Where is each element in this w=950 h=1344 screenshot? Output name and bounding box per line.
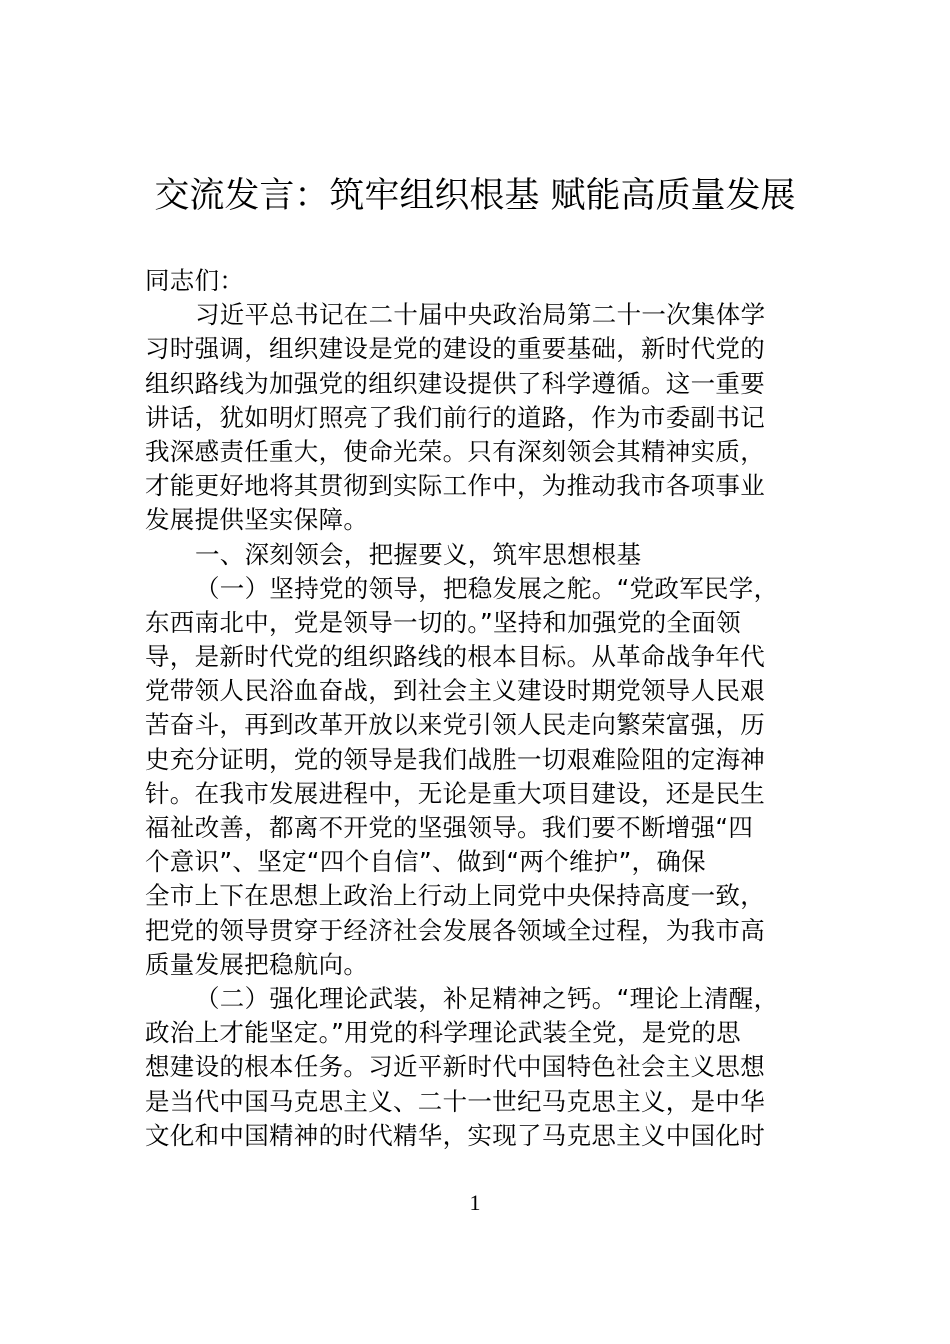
paragraph-line: 政治上才能坚定。”用党的科学理论武装全党，是党的思	[145, 1018, 741, 1048]
paragraph-line: 习时强调，组织建设是党的建设的重要基础，新时代党的	[145, 334, 765, 364]
section-heading-1	[145, 538, 845, 572]
paragraph-line: 我深感责任重大，使命光荣。只有深刻领会其精神实质，	[145, 436, 765, 466]
paragraph-line: 组织路线为加强党的组织建设提供了科学遵循。这一重要	[145, 368, 765, 398]
paragraph-line: 苦奋斗，再到改革开放以来党引领人民走向繁荣富强，历	[145, 710, 765, 740]
paragraph-1-2	[145, 982, 845, 1153]
paragraph-1-1	[145, 572, 845, 982]
paragraph-line: 全市上下在思想上政治上行动上同党中央保持高度一致，	[145, 881, 765, 911]
paragraph-line: 东西南北中，党是领导一切的。”坚持和加强党的全面领	[145, 607, 741, 637]
paragraph-line: 才能更好地将其贯彻到实际工作中，为推动我市各项事业	[145, 471, 765, 501]
paragraph-line: 导，是新时代党的组织路线的根本目标。从革命战争年代	[145, 642, 765, 672]
paragraph-line: 把党的领导贯穿于经济社会发展各领域全过程，为我市高	[145, 915, 765, 945]
section-heading: 一、深刻领会，把握要义，筑牢思想根基	[195, 539, 642, 569]
paragraph-line: 是当代中国马克思主义、二十一世纪马克思主义，是中华	[145, 1086, 765, 1116]
paragraph-line: 党带领人民浴血奋战，到社会主义建设时期党领导人民艰	[145, 676, 765, 706]
page-number: 1	[469, 1190, 481, 1215]
salutation: 同志们：	[145, 266, 245, 295]
document-title: 交流发言：筑牢组织根基 赋能高质量发展	[154, 176, 796, 216]
paragraph-line: 讲话，犹如明灯照亮了我们前行的道路，作为市委副书记	[145, 402, 765, 432]
paragraph-line: （二）强化理论武装，补足精神之钙。“理论上清醒，	[195, 983, 779, 1013]
paragraph-line: 质量发展把稳航向。	[145, 949, 369, 979]
paragraph-line: 发展提供坚实保障。	[145, 505, 369, 535]
paragraph-intro	[145, 298, 845, 537]
paragraph-line: 想建设的根本任务。习近平新时代中国特色社会主义思想	[145, 1052, 765, 1082]
paragraph-line: 针。在我市发展进程中，无论是重大项目建设，还是民生	[145, 778, 765, 808]
paragraph-line: 习近平总书记在二十届中央政治局第二十一次集体学	[195, 300, 766, 330]
paragraph-line: 福祉改善，都离不开党的坚强领导。我们要不断增强“四	[145, 813, 754, 842]
document-body	[145, 264, 845, 1153]
paragraph-line: （一）坚持党的领导，把稳发展之舵。“党政军民学，	[195, 573, 779, 603]
paragraph-line: 文化和中国精神的时代精华，实现了马克思主义中国化时	[145, 1120, 765, 1150]
paragraph-line: 个意识”、坚定“四个自信”、做到“两个维护”，确保	[145, 847, 706, 877]
paragraph-line: 史充分证明，党的领导是我们战胜一切艰难险阻的定海神	[145, 744, 765, 774]
